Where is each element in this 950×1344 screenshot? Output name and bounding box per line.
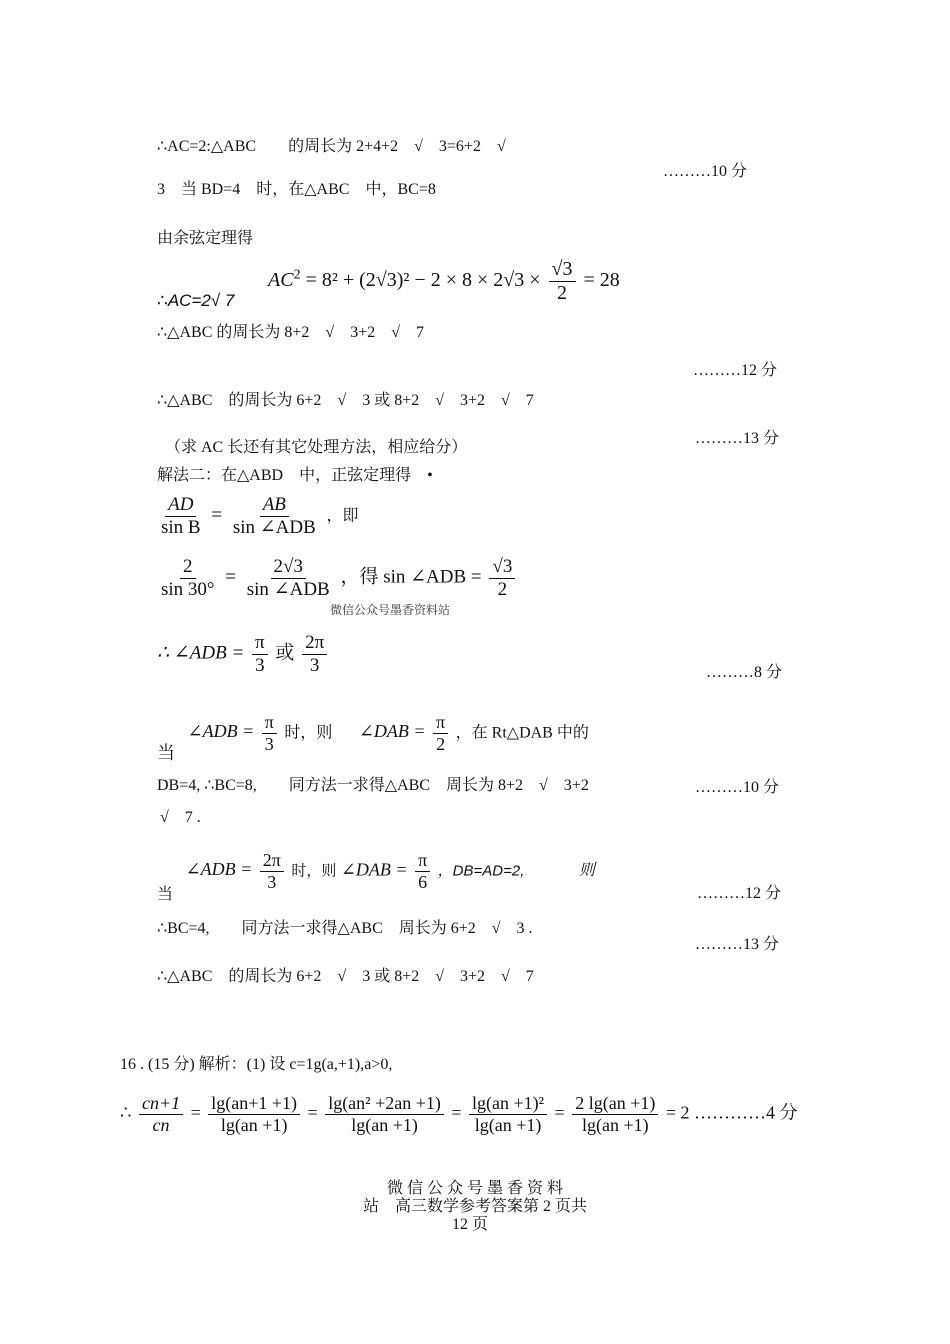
score-mark: ………10 分 [663, 163, 748, 180]
case1-equation [157, 712, 589, 764]
angle-lhs: ∴ ∠ADB = [157, 642, 245, 664]
text-line: 3 当 BD=4 时，在△ABC 中，BC=8 [157, 181, 436, 198]
case1-then: 时，则 [284, 724, 333, 742]
page-footer [0, 1180, 950, 1234]
q16-f5-den: lg(an +1) [581, 1114, 649, 1135]
eq2-num3: √3 [489, 556, 515, 579]
angle-den1: 3 [255, 654, 265, 676]
q16-f3-den: lg(an +1) [351, 1114, 418, 1135]
angle-or: 或 [275, 642, 295, 664]
text-line: ∴BC=4, 同方法一求得△ABC 周长为 6+2 √ 3 . [157, 920, 533, 937]
eq2-den1: sin 30° [161, 578, 215, 600]
eq2-num1: 2 [180, 556, 196, 579]
case2-then: 时，则 [291, 863, 337, 880]
score-mark: ………13 分 [695, 936, 780, 953]
sine-den1: sin B [161, 516, 201, 538]
score-mark: ………10 分 [695, 779, 780, 796]
footer-line: 微 信 公 众 号 墨 香 资 料 [386, 1180, 563, 1197]
case2-dab: ∠DAB = [340, 859, 408, 880]
angle-num1: π [252, 632, 268, 655]
footer-line: 站 高三数学参考答案第 2 页共 [362, 1198, 587, 1215]
sine-num1: AD [165, 494, 196, 517]
case1-den: 3 [264, 733, 274, 754]
cos-frac-den: 2 [557, 282, 567, 304]
sine-law-equation: $\frac{AD}{\text{sin B}}$ = $\frac{AB}{\text{sin ∠ADB}}$ ，即 [155, 494, 359, 539]
case2-when: 当 [157, 886, 174, 904]
cos-frac-num: √3 [549, 258, 576, 282]
case1-dab: ∠DAB = [358, 721, 426, 742]
text-line: ∴△ABC 的周长为 6+2 √ 3 或 8+2 √ 3+2 √ 7 [157, 968, 534, 985]
case1-num2: π [433, 712, 448, 734]
case1-lhs: ∠ADB = [187, 721, 255, 742]
q16-therefore: ∴ [120, 1102, 132, 1123]
eq2-den3: 2 [497, 578, 508, 600]
angle-den2: 3 [309, 654, 320, 676]
text-line: 由余弦定理得 [157, 230, 254, 247]
q16-f4-num: lg(an +1)² [469, 1093, 547, 1115]
text-line: ∴AC=2:△ABC 的周长为 2+4+2 √ 3=6+2 √ [157, 138, 506, 155]
q16-f3-num: lg(an² +2an +1) [325, 1093, 444, 1115]
inline-watermark: 微信公众号墨香资料站 [330, 603, 451, 617]
q16-f1-den: cn [152, 1114, 170, 1135]
q16-equation: ∴ $\frac{cn+1}{cn}$ = $\frac{\lg(an+1 +1)}{\lg(an +1)}$ = $\frac{\text{lg(an² +2an +1)}}{\lg(an +1)}$ = $\frac{\text{lg(an +1)²}}{\lg(an +1)}$ = $\frac{2 \lg(an +1)}{\lg(an +1)}$ = 2 …………4 分 [120, 1093, 798, 1135]
eq2-mid: ，得 sin ∠ADB = [340, 566, 482, 588]
score-mark: ………12 分 [697, 885, 782, 902]
case2-ze: 则 [578, 862, 595, 880]
sine-value-equation: $\frac{2}{\sin 30^\circ}$ = $\frac{2√3}{\text{sin ∠ADB}}$ ，得 sin ∠ADB = $\frac{√3}{2}$ [155, 556, 518, 601]
case2-num: 2π [260, 850, 284, 872]
cosine-equation: $AC^2 = 8^2 + (2√3)^2 - 2 \times 8 \times 2√3$ × $\frac{√3}{2}$ = 28 [268, 258, 620, 304]
text-line: DB=4, ∴BC=8, 同方法一求得△ABC 周长为 8+2 √ 3+2 [157, 777, 589, 794]
q16-f5-num: 2 lg(an +1) [572, 1093, 658, 1115]
case1-tail: ，在 Rt△DAB 中的 [455, 724, 589, 742]
text-line: ∴△ABC 的周长为 8+2 √ 3+2 √ 7 [157, 324, 424, 341]
case2-den: 3 [267, 871, 277, 892]
text-line: ∴△ABC 的周长为 6+2 √ 3 或 8+2 √ 3+2 √ 7 [157, 392, 534, 409]
footer-line: 12 页 [451, 1216, 488, 1233]
case2-den2: 6 [418, 871, 428, 892]
q16-f1-num: cn+1 [139, 1093, 183, 1115]
case2-tail: ，DB=AD=2, [437, 862, 525, 880]
angle-num2: 2π [302, 632, 327, 655]
cos-tail: = 28 [583, 269, 620, 292]
eq2-num2: 2√3 [271, 556, 306, 579]
eq2-den2: sin ∠ADB [246, 578, 330, 600]
score-mark: ………8 分 [706, 664, 783, 681]
case2-equation [157, 850, 595, 904]
sine-num2: AB [260, 494, 289, 517]
sine-den2: sin ∠ADB [232, 516, 316, 538]
text-line: √ 7 . [160, 809, 201, 826]
angle-equation [157, 632, 330, 677]
q16-f2-num: lg(an+1 +1) [208, 1093, 300, 1115]
cos-rhs: = 8² + (2√3)² − 2 × 8 × 2√3 × [305, 269, 541, 292]
case1-den2: 2 [436, 733, 446, 754]
case1-num: π [262, 712, 277, 734]
score-mark: ………12 分 [693, 362, 778, 379]
ac-result: ∴AC=2√ 7 [157, 291, 235, 310]
case2-lhs: ∠ADB = [185, 859, 253, 880]
text-line: （求 AC 长还有其它处理方法，相应给分） [165, 439, 468, 456]
sine-tail: ，即 [326, 507, 359, 525]
q16-f2-den: lg(an +1) [220, 1114, 288, 1135]
q16-result: = 2 …………4 分 [665, 1102, 798, 1123]
q16-f4-den: lg(an +1) [474, 1114, 542, 1135]
case2-num2: π [415, 850, 430, 872]
cos-lhs: AC [268, 269, 294, 292]
question-16-heading: 16 . (15 分) 解析：(1) 设 c=1g(a,+1),a>0, [120, 1056, 393, 1073]
text-line: 解法二：在△ABD 中，正弦定理得 • [157, 467, 433, 484]
score-mark: ………13 分 [695, 430, 780, 447]
case1-when: 当 [157, 743, 175, 764]
